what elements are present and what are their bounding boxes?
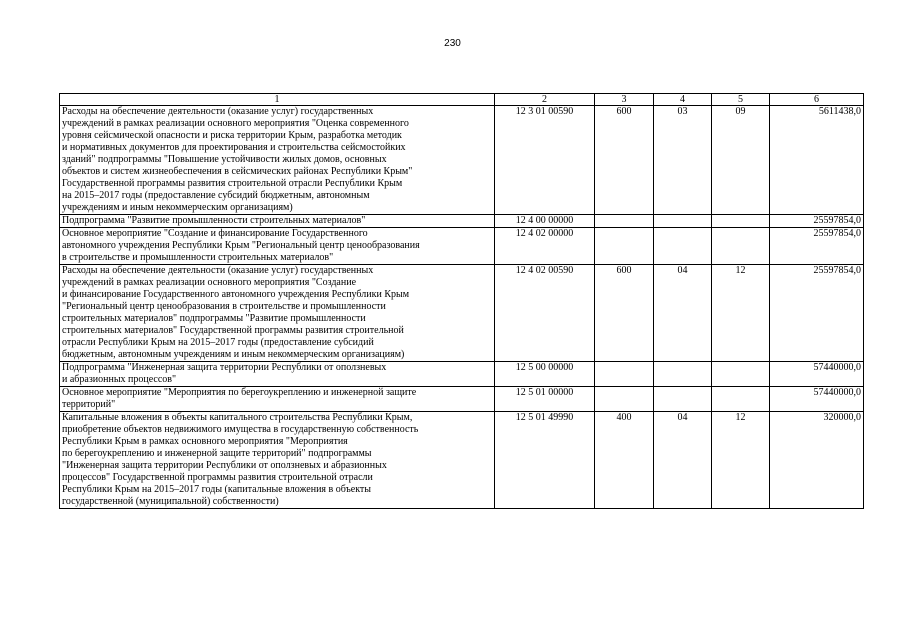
row-target-code: 12 4 00 00000 [495, 215, 595, 228]
row-section: 03 [654, 106, 712, 215]
header-row [60, 94, 864, 106]
row-expense-type [595, 228, 654, 265]
table-row [60, 228, 864, 265]
row-subsection: 09 [712, 106, 770, 215]
row-section: 04 [654, 412, 712, 509]
row-amount: 320000,0 [770, 412, 864, 509]
column-header: 5 [712, 94, 770, 106]
column-header: 2 [495, 94, 595, 106]
row-expense-type [595, 215, 654, 228]
row-target-code: 12 4 02 00000 [495, 228, 595, 265]
table-row [60, 215, 864, 228]
column-header: 6 [770, 94, 864, 106]
row-subsection [712, 387, 770, 412]
row-section [654, 387, 712, 412]
row-subsection [712, 362, 770, 387]
row-description: Расходы на обеспечение деятельности (оказание услуг) государственных учреждений в рамках реализации основного мероприятия "Оценка современного уровня сейсмической опасности и риска территории Крым, разработка методик и нормативных документов для проектирования и строительства сейсмостойких зданий" подпрограммы "Повышение устойчивости жилых домов, основных объектов и систем жизнеобеспечения в сейсмических районах Республики Крым" Государственной программы развития строительной отрасли Республики Крым на 2015–2017 годы (предоставление субсидий бюджетным, автономным учреждениям и иным некоммерческим организациям) [60, 106, 495, 215]
table-row [60, 387, 864, 412]
row-expense-type [595, 387, 654, 412]
row-target-code: 12 3 01 00590 [495, 106, 595, 215]
table-row [60, 362, 864, 387]
row-section: 04 [654, 265, 712, 362]
row-description: Подпрограмма "Развитие промышленности строительных материалов" [60, 215, 495, 228]
table-row [60, 412, 864, 509]
row-amount: 57440000,0 [770, 387, 864, 412]
row-amount: 25597854,0 [770, 228, 864, 265]
row-expense-type: 600 [595, 265, 654, 362]
row-expense-type: 400 [595, 412, 654, 509]
row-subsection: 12 [712, 265, 770, 362]
row-subsection [712, 215, 770, 228]
row-description: Основное мероприятие "Мероприятия по берегоукреплению и инженерной защите территорий" [60, 387, 495, 412]
row-target-code: 12 4 02 00590 [495, 265, 595, 362]
row-subsection [712, 228, 770, 265]
row-expense-type [595, 362, 654, 387]
row-description: Капитальные вложения в объекты капитального строительства Республики Крым, приобретение объектов недвижимого имущества в государственную собственность Республики Крым в рамках основного мероприятия "Мероприятия по берегоукреплению и инженерной защите территорий" подпрограммы "Инженерная защита территории Республики от оползневых и абразионных процессов" Государственной программы развития строительной отрасли Республики Крым на 2015–2017 годы (капитальные вложения в объекты государственной (муниципальной) собственности) [60, 412, 495, 509]
row-section [654, 228, 712, 265]
column-header: 4 [654, 94, 712, 106]
column-header: 1 [60, 94, 495, 106]
row-amount: 57440000,0 [770, 362, 864, 387]
row-description: Основное мероприятие "Создание и финансирование Государственного автономного учреждения Республики Крым "Региональный центр ценообразования в строительстве и промышленности строительных материалов" [60, 228, 495, 265]
row-description: Расходы на обеспечение деятельности (оказание услуг) государственных учреждений в рамках реализации основного мероприятия "Создание и финансирование Государственного автономного учреждения Республики Крым "Региональный центр ценообразования в строительстве и промышленности строительных материалов" подпрограммы "Развитие промышленности строительных материалов" Государственной программы развития строительной отрасли Республики Крым на 2015–2017 годы (предоставление субсидий бюджетным, автономным учреждениям и иным некоммерческим организациям) [60, 265, 495, 362]
row-amount: 25597854,0 [770, 265, 864, 362]
row-expense-type: 600 [595, 106, 654, 215]
row-section [654, 362, 712, 387]
row-target-code: 12 5 01 00000 [495, 387, 595, 412]
row-subsection: 12 [712, 412, 770, 509]
row-section [654, 215, 712, 228]
row-description: Подпрограмма "Инженерная защита территории Республики от оползневых и абразионных процессов" [60, 362, 495, 387]
row-amount: 25597854,0 [770, 215, 864, 228]
budget-table [59, 93, 864, 509]
page-number: 230 [444, 38, 461, 49]
table-row [60, 265, 864, 362]
row-target-code: 12 5 01 49990 [495, 412, 595, 509]
row-target-code: 12 5 00 00000 [495, 362, 595, 387]
column-header: 3 [595, 94, 654, 106]
table-row [60, 106, 864, 215]
row-amount: 5611438,0 [770, 106, 864, 215]
